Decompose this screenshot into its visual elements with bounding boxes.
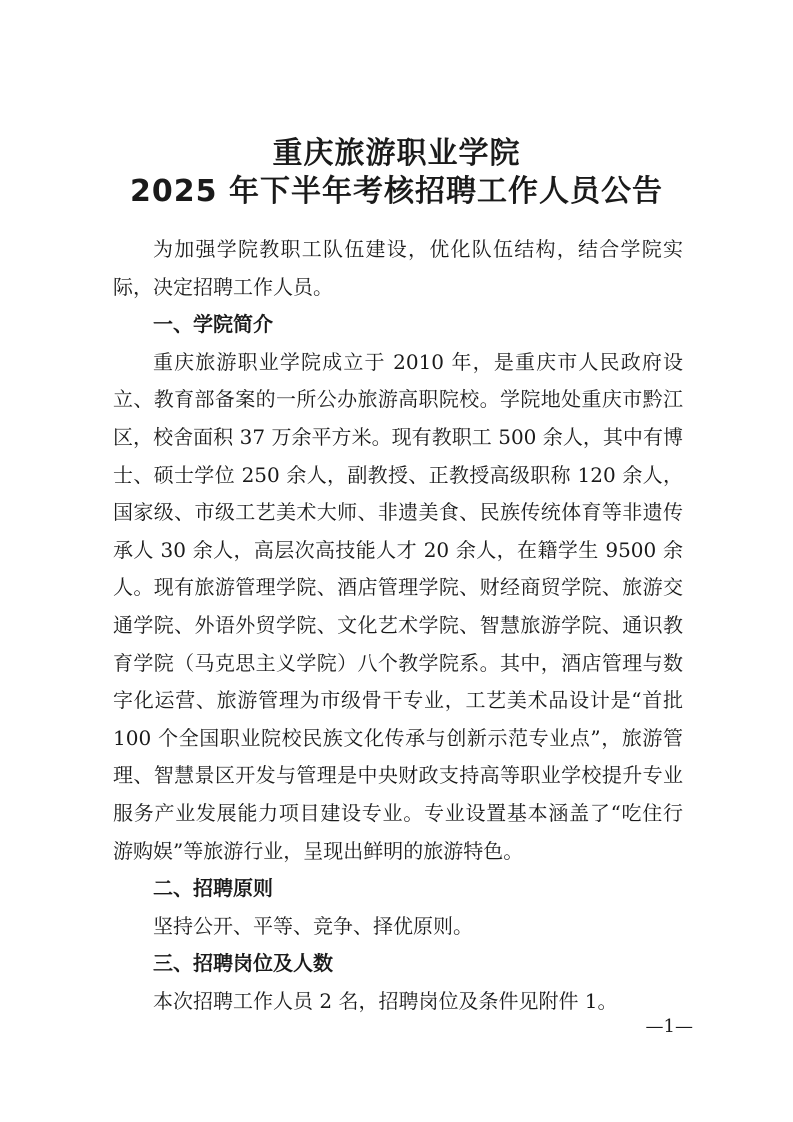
intro-paragraph: 为加强学院教职工队伍建设，优化队伍结构，结合学院实际，决定招聘工作人员。 [113,237,683,299]
section-paragraph-college-intro: 重庆旅游职业学院成立于 2010 年，是重庆市人民政府设立、教育部备案的一所公办旅游高职院校。学院地处重庆市黔江区，校舍面积 37 万余平方米。现有教职工 500 余人，其中有博士、硕士学位 250 余人，副教授、正教授高级职称 120 余人，国家级、市级工艺美术大师、非遗美食、民族传统体育等非遗传承人 30 余人，高层次高技能人才 20 余人，在籍学生 9500 余人。现有旅游管理学院、酒店管理学院、财经商贸学院、旅游交通学院、外语外贸学院、文化艺术学院、智慧旅游学院、通识教育学院（马克思主义学院）八个教学院系。其中，酒店管理与数字化运营、旅游管理为市级骨干专业，工艺美术品设计是“首批 100 个全国职业院校民族文化传承与创新示范专业点”，旅游管理、智慧景区开发与管理是中央财政支持高等职业学校提升专业服务产业发展能力项目建设专业。专业设置基本涵盖了“吃住行游购娱”等旅游行业，呈现出鲜明的旅游特色。 [113,349,683,863]
section-heading-positions: 三、招聘岗位及人数 [153,951,333,976]
document-body [113,231,683,1020]
section-paragraph-positions: 本次招聘工作人员 2 名，招聘岗位及条件见附件 1。 [153,988,618,1013]
section-heading-principles: 二、招聘原则 [153,876,273,901]
page-number: —1— [645,1016,693,1037]
section-heading-college-intro: 一、学院简介 [153,312,273,337]
section-paragraph-principles: 坚持公开、平等、竞争、择优原则。 [153,913,473,938]
document-title-line2: 2025 年下半年考核招聘工作人员公告 [130,174,663,209]
document-title-line1: 重庆旅游职业学院 [272,136,521,171]
